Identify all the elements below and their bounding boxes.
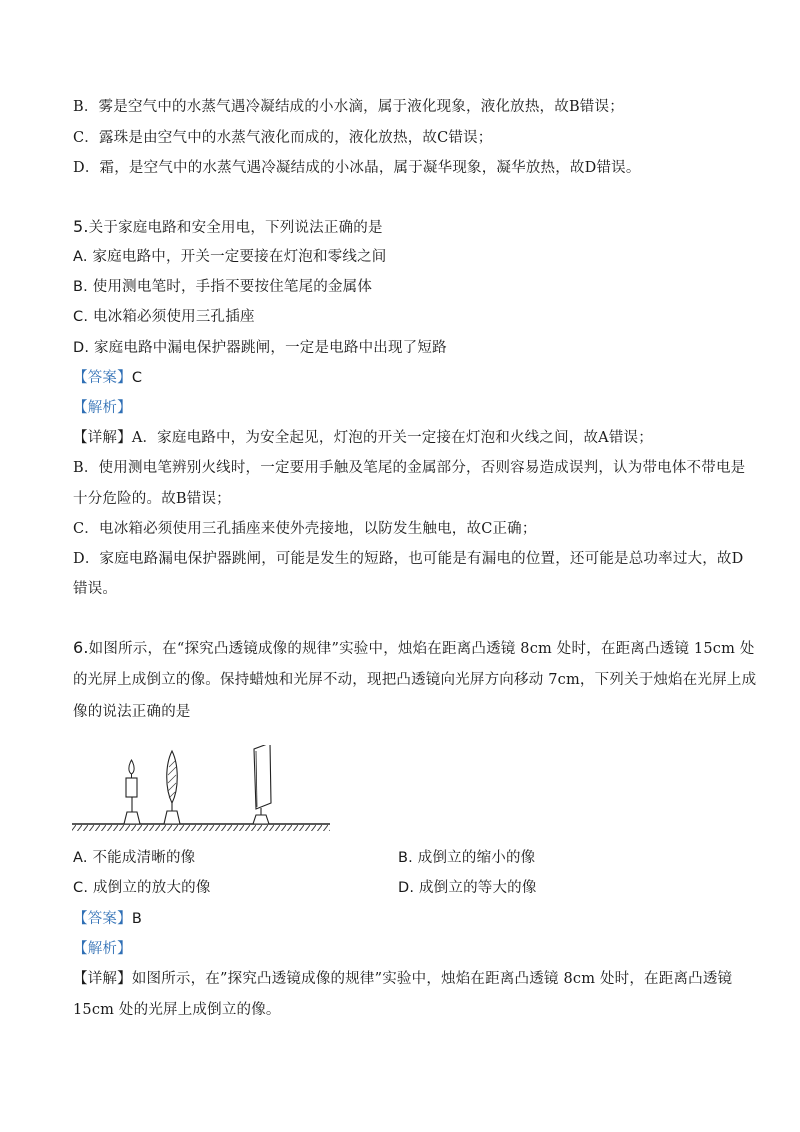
prev-answer-d: D．霜，是空气中的水蒸气遇冷凝结成的小冰晶，属于凝华现象，凝华放热，故D错误。: [73, 160, 641, 176]
q5-option-c: C. 电冰箱必须使用三孔插座: [73, 309, 255, 325]
q6-detail-line-2: 15cm 处的光屏上成倒立的像。: [73, 1002, 281, 1018]
q6-analysis-tag: 【解析】: [73, 941, 132, 957]
q5-analysis-line: [73, 398, 132, 418]
candle-icon: [124, 760, 140, 824]
q6-stem-line-3: 像的说法正确的是: [73, 704, 191, 720]
convex-lens-icon: [164, 751, 180, 824]
q5-detail-line-5: D．家庭电路漏电保护器跳闸，可能是发生的短路，也可能是有漏电的位置，还可能是总功率过大，故D: [73, 551, 744, 567]
q5-option-b: B. 使用测电笔时，手指不要按住笔尾的金属体: [73, 279, 373, 295]
q5-detail-line-2: B．使用测电笔辨别火线时，一定要用手触及笔尾的金属部分，否则容易造成误判，认为带电体不带电是: [73, 460, 746, 476]
q6-answer: B: [131, 911, 142, 927]
q6-answer-tag: 【答案】: [73, 911, 132, 927]
q6-option-c: C. 成倒立的放大的像: [73, 880, 211, 896]
q5-detail-line-4: C．电冰箱必须使用三孔插座来使外壳接地，以防发生触电，故C正确；: [73, 521, 537, 537]
q6-stem-1: 如图所示，在“探究凸透镜成像的规律”实验中，烛焰在距离凸透镜 8cm 处时，在距离凸透镜 15cm 处: [88, 641, 755, 657]
light-screen-icon: [253, 745, 271, 824]
bench: [72, 824, 330, 831]
q6-stem-line-1: [73, 638, 755, 659]
q5-detail-line-3: 十分危险的。故B错误；: [73, 491, 231, 507]
q6-option-b: B. 成倒立的缩小的像: [398, 850, 536, 866]
q5-answer-line: [73, 368, 142, 388]
q5-detail-line-6: 错误。: [73, 581, 118, 597]
q5-stem-line: [73, 217, 383, 238]
optics-bench-figure: [70, 745, 332, 835]
prev-answer-b: B．雾是空气中的水蒸气遇冷凝结成的小水滴，属于液化现象，液化放热，故B错误；: [73, 99, 624, 115]
q5-analysis-tag: 【解析】: [73, 400, 132, 416]
q5-detail-tag: 【详解】: [73, 430, 132, 446]
q5-detail-line-1: [73, 428, 653, 448]
q5-option-a: A. 家庭电路中，开关一定要接在灯泡和零线之间: [73, 249, 387, 265]
q6-detail-line-1: [73, 969, 732, 989]
q6-option-a: A. 不能成清晰的像: [73, 850, 196, 866]
q5-number: 5.: [73, 217, 89, 236]
q6-detail-text-1: 如图所示，在”探究凸透镜成像的规律”实验中，烛焰在距离凸透镜 8cm 处时，在距离凸透镜: [131, 971, 733, 987]
q6-analysis-line: [73, 939, 132, 959]
q6-stem-line-2: 的光屏上成倒立的像。保持蜡烛和光屏不动，现把凸透镜向光屏方向移动 7cm，下列关于烛焰在光屏上成: [73, 672, 757, 688]
q5-option-d: D. 家庭电路中漏电保护器跳闸，一定是电路中出现了短路: [73, 340, 447, 356]
q6-option-d: D. 成倒立的等大的像: [398, 880, 537, 896]
q5-detail-text-1: A．家庭电路中，为安全起见，灯泡的开关一定接在灯泡和火线之间，故A错误；: [131, 430, 653, 446]
q5-answer-tag: 【答案】: [73, 370, 132, 386]
q6-detail-tag: 【详解】: [73, 971, 132, 987]
prev-answer-c: C．露珠是由空气中的水蒸气液化而成的，液化放热，故C错误；: [73, 130, 493, 146]
q6-number: 6.: [73, 638, 89, 657]
q5-answer: C: [131, 370, 143, 386]
q5-stem: 关于家庭电路和安全用电，下列说法正确的是: [88, 220, 383, 236]
q6-answer-line: [73, 909, 142, 929]
